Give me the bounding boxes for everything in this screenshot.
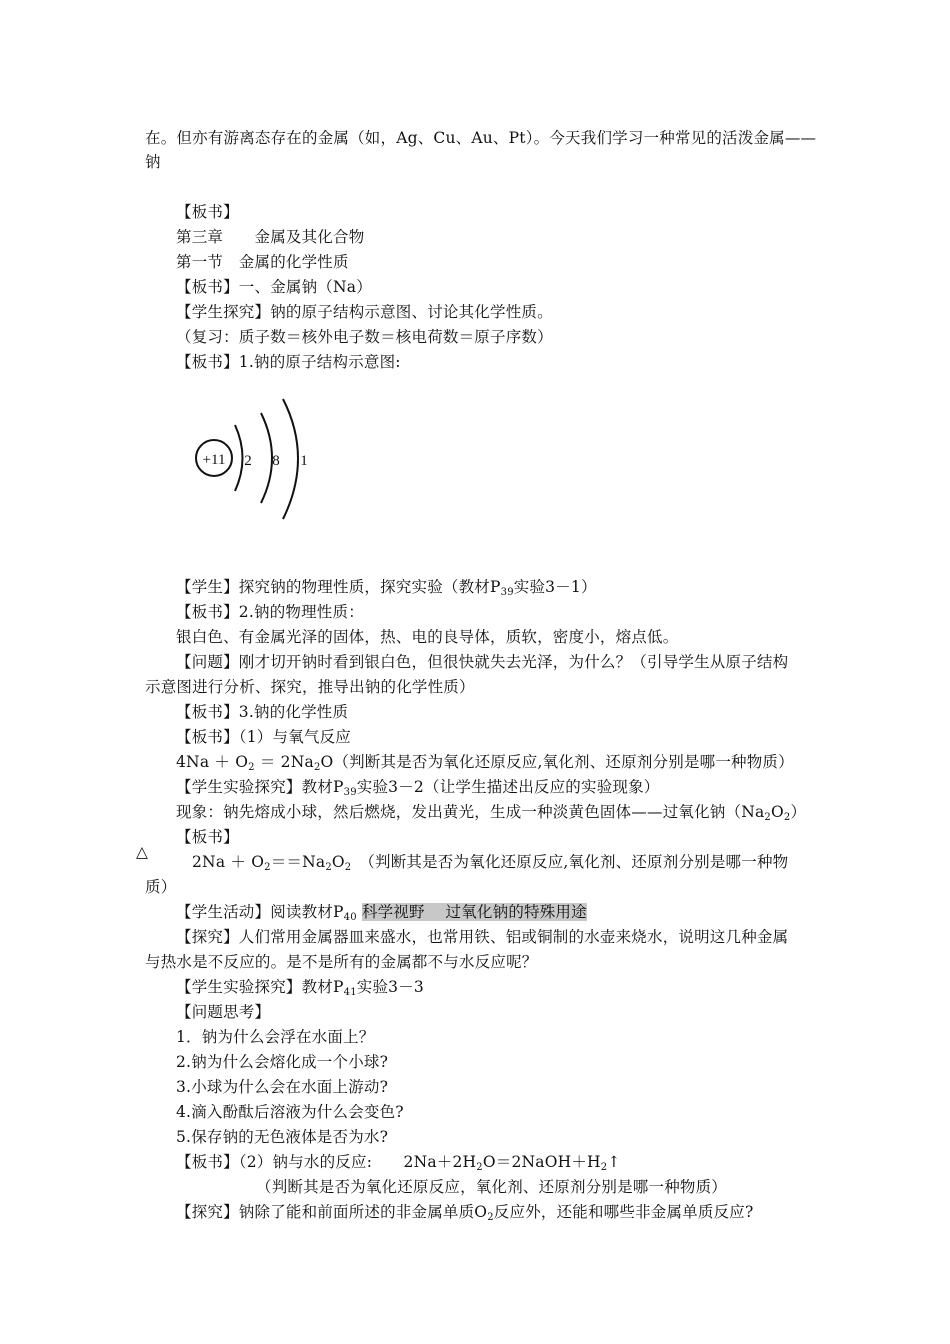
question-item: 4.滴入酚酞后溶液为什么会变色? xyxy=(176,1103,404,1121)
text-line: 【板书】 xyxy=(176,203,239,221)
text-line: 【问题思考】 xyxy=(176,1003,271,1021)
electron-shell-arc-3 xyxy=(283,399,298,519)
text-line: 【板书】2.钠的物理性质： xyxy=(176,603,364,621)
text-line: 【问题】刚才切开钠时看到银白色，但很快就失去光泽，为什么？（引导学生从原子结构 xyxy=(176,653,789,671)
text-line: （复习：质子数＝核外电子数＝核电荷数＝原子序数） xyxy=(176,328,553,346)
text-line: 【学生】探究钠的物理性质，探究实验（教材$P_{39}$实验3－1） xyxy=(176,578,597,598)
electron-shell-arc-2 xyxy=(261,413,272,503)
text-line: 质） xyxy=(145,878,177,896)
question-item: 2.钠为什么会熔化成一个小球? xyxy=(176,1053,389,1071)
text-line: 【学生探究】钠的原子结构示意图、讨论其化学性质。 xyxy=(176,303,553,321)
chapter-heading: 第三章 金属及其化合物 xyxy=(176,228,365,246)
text-line: 【板书】（1）与氧气反应 xyxy=(176,728,352,746)
text-line: 【板书】一、金属钠（Na） xyxy=(176,278,372,296)
text-line: 【板书】 xyxy=(176,828,239,846)
question-item: 5.保存钠的无色液体是否为水? xyxy=(176,1128,389,1146)
question-item: 1．钠为什么会浮在水面上？ xyxy=(176,1028,375,1046)
equation-line: 【板书】（2）钠与水的反应: $2Na+2H_2O=2NaOH+H_2↑$ xyxy=(176,1153,621,1173)
text-line: （判断其是否为氧化还原反应，氧化剂、还原剂分别是哪一种物质） xyxy=(256,1178,728,1196)
text-line: 【板书】1.钠的原子结构示意图: xyxy=(176,353,401,371)
text-line: 现象：钠先熔成小球，然后燃烧，发出黄光，生成一种淡黄色固体——过氧化钠$(Na_2O_2)$ xyxy=(176,803,807,823)
shell-electron-count: 1 xyxy=(300,453,308,469)
heating-triangle-symbol: △ xyxy=(136,843,149,861)
equation-line: $2Na + O_2==Na_2O_2$ （判断其是否为氧化还原反应,氧化剂、还原剂分别是哪一种物 xyxy=(192,853,789,873)
sodium-atom-diagram xyxy=(188,395,328,525)
shell-electron-count: 8 xyxy=(272,453,280,469)
text-line: 与热水是不反应的。是不是所有的金属都不与水反应呢？ xyxy=(145,953,538,971)
text-line: 示意图进行分析、探究，推导出钠的化学性质） xyxy=(145,678,475,696)
text-line: 【探究】钠除了能和前面所述的非金属单质$O_2$反应外，还能和哪些非金属单质反应? xyxy=(176,1203,754,1223)
text-line: 银白色、有金属光泽的固体，热、电的良导体，质软，密度小，熔点低。 xyxy=(176,628,679,646)
highlighted-topic: 科学视野 过氧化钠的特殊用途 xyxy=(361,903,587,921)
text-line: 【探究】人们常用金属器皿来盛水，也常用铁、铝或铜制的水壶来烧水，说明这几种金属 xyxy=(176,928,789,946)
question-item: 3.小球为什么会在水面上游动? xyxy=(176,1078,389,1096)
text-line: 【学生活动】阅读教材$P_{40}$ 科学视野 过氧化钠的特殊用途 xyxy=(176,903,587,923)
text-line: 【学生实验探究】教材$P_{39}$实验3－2（让学生描述出反应的实验现象） xyxy=(176,778,660,798)
section-heading: 第一节 金属的化学性质 xyxy=(176,253,349,271)
equation-line: $4Na + O_2 = 2Na_2O$（判断其是否为氧化还原反应,氧化剂、还原剂分别是哪一种物质） xyxy=(176,753,794,773)
electron-shell-arc-1 xyxy=(235,425,243,491)
text-line: 在。但亦有游离态存在的金属（如，Ag、Cu、Au、Pt）。今天我们学习一种常见的活泼金属—— xyxy=(145,129,817,147)
text-line: 钠 xyxy=(145,153,161,171)
shell-electron-count: 2 xyxy=(244,453,252,469)
text-line: 【板书】3.钠的化学性质 xyxy=(176,703,349,721)
nucleus-charge-label: +11 xyxy=(202,452,226,468)
text-line: 【学生实验探究】教材$P_{41}$实验3－3 xyxy=(176,978,424,998)
